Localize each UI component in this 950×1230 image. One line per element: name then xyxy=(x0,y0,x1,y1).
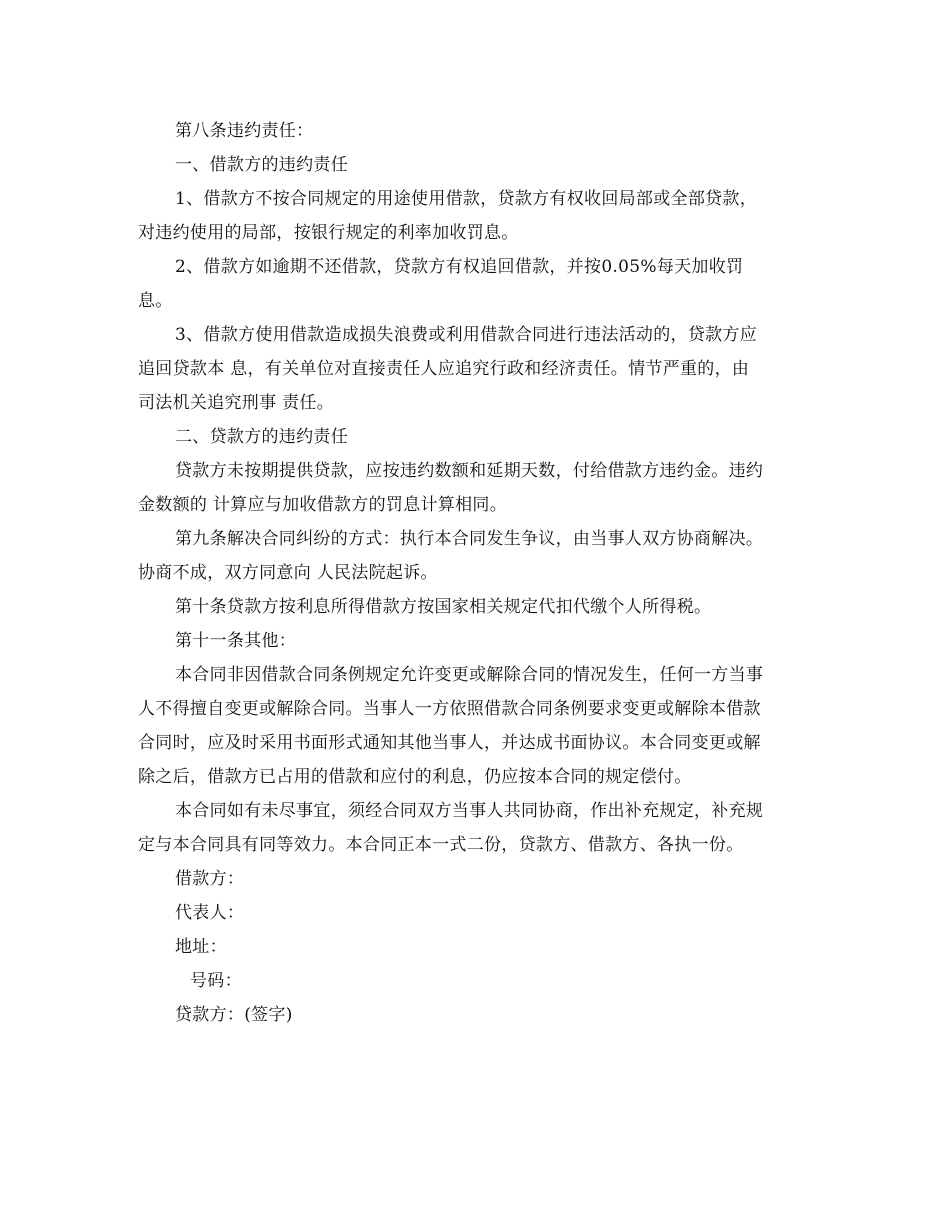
clause-2-line-2: 息。 xyxy=(138,291,173,311)
lender-clause-line-2: 金数额的 计算应与加收借款方的罚息计算相同。 xyxy=(138,495,508,515)
borrower-signature-label: 借款方： xyxy=(175,869,245,889)
address-label: 地址： xyxy=(175,937,227,957)
article-11-p1-line-1: 本合同非因借款合同条例规定允许变更或解除合同的情况发生，任何一方当事 xyxy=(175,665,764,685)
contract-page xyxy=(138,114,818,1032)
clause-3-line-1: 3、借款方使用借款造成损失浪费或利用借款合同进行违法活动的，贷款方应 xyxy=(175,325,758,345)
article-10: 第十条贷款方按利息所得借款方按国家相关规定代扣代缴个人所得税。 xyxy=(175,597,712,617)
article-9-line-1: 第九条解决合同纠纷的方式：执行本合同发生争议，由当事人双方协商解决。 xyxy=(175,529,764,549)
lender-signature-label: 贷款方：(签字) xyxy=(175,1005,293,1025)
article-8-heading: 第八条违约责任： xyxy=(175,121,314,141)
article-11-p1-line-2: 人不得擅自变更或解除合同。当事人一方依照借款合同条例要求变更或解除本借款 xyxy=(138,699,761,719)
borrower-liability-heading: 一、借款方的违约责任 xyxy=(175,155,348,175)
clause-1-line-2: 对违约使用的局部，按银行规定的利率加收罚息。 xyxy=(138,223,519,243)
clause-2-line-1: 2、借款方如逾期不还借款，贷款方有权追回借款，并按0.05%每天加收罚 xyxy=(175,257,744,277)
lender-clause-line-1: 贷款方未按期提供贷款，应按违约数额和延期天数，付给借款方违约金。违约 xyxy=(175,461,764,481)
article-11-heading: 第十一条其他： xyxy=(175,631,297,651)
article-11-p1-line-3: 合同时，应及时采用书面形式通知其他当事人，并达成书面协议。本合同变更或解 xyxy=(138,733,761,753)
representative-label: 代表人： xyxy=(175,903,245,923)
article-11-p2-line-1: 本合同如有未尽事宜，须经合同双方当事人共同协商，作出补充规定，补充规 xyxy=(175,801,764,821)
clause-1-line-1: 1、借款方不按合同规定的用途使用借款，贷款方有权收回局部或全部贷款， xyxy=(175,189,758,209)
clause-3-line-2: 追回贷款本 息，有关单位对直接责任人应追究行政和经济责任。情节严重的，由 xyxy=(138,359,750,379)
article-11-p1-line-4: 除之后，借款方已占用的借款和应付的利息，仍应按本合同的规定偿付。 xyxy=(138,767,692,787)
article-9-line-2: 协商不成，双方同意向 人民法院起诉。 xyxy=(138,563,438,583)
number-label: 号码： xyxy=(190,971,242,991)
clause-3-line-3: 司法机关追究刑事 责任。 xyxy=(138,393,335,413)
article-11-p2-line-2: 定与本合同具有同等效力。本合同正本一式二份，贷款方、借款方、各执一份。 xyxy=(138,835,744,855)
lender-liability-heading: 二、贷款方的违约责任 xyxy=(175,427,348,447)
